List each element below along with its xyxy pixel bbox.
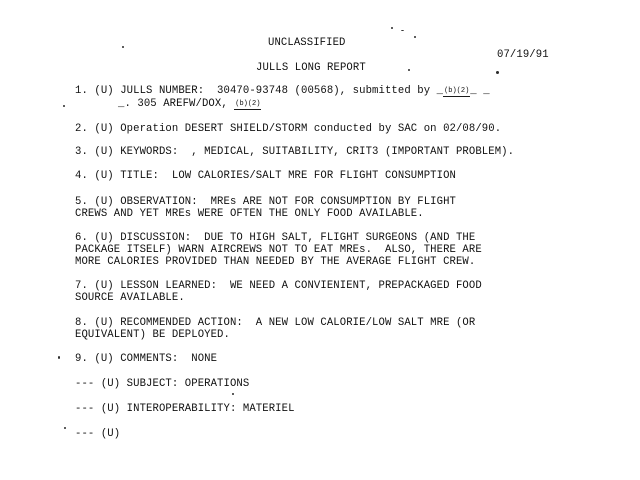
item-5-observation-line-2: CREWS AND YET MREs WERE OFTEN THE ONLY FOOD AVAILABLE. xyxy=(75,208,424,220)
item-1-cont-prefix: _. xyxy=(118,98,131,110)
item-1-trailing: _ _ xyxy=(470,85,490,97)
item-2-operation: 2. (U) Operation DESERT SHIELD/STORM conducted by SAC on 02/08/90. xyxy=(75,123,502,135)
scan-speck xyxy=(232,393,234,395)
scan-speck xyxy=(414,36,416,38)
item-8-action-line-2: EQUIVALENT) BE DEPLOYED. xyxy=(75,329,230,341)
scan-speck xyxy=(496,71,499,74)
item-5-observation-line-1: 5. (U) OBSERVATION: MREs ARE NOT FOR CONSUMPTION BY FLIGHT xyxy=(75,196,456,208)
scan-speck xyxy=(58,356,60,359)
item-1-text: 1. (U) JULLS NUMBER: 30470-93748 (00568), submitted by _ xyxy=(75,85,444,97)
item-1-julls-number xyxy=(75,85,490,97)
item-1-continuation xyxy=(118,98,261,110)
item-8-action-line-1: 8. (U) RECOMMENDED ACTION: A NEW LOW CALORIE/LOW SALT MRE (OR xyxy=(75,317,476,329)
item-9-comments: 9. (U) COMMENTS: NONE xyxy=(75,353,218,365)
item-6-discussion-line-1: 6. (U) DISCUSSION: DUE TO HIGH SALT, FLIGHT SURGEONS (AND THE xyxy=(75,232,476,244)
scan-speck xyxy=(401,30,404,31)
classification-marking: UNCLASSIFIED xyxy=(268,37,346,49)
scan-speck xyxy=(63,105,65,107)
scan-speck xyxy=(408,69,410,71)
item-6-discussion-line-2: PACKAGE ITSELF) WARN AIRCREWS NOT TO EAT MREs. ALSO, THERE ARE xyxy=(75,244,482,256)
scan-speck xyxy=(122,46,124,48)
redaction-marker: (b)(2) xyxy=(444,87,470,95)
item-3-keywords: 3. (U) KEYWORDS: , MEDICAL, SUITABILITY, CRIT3 (IMPORTANT PROBLEM). xyxy=(75,146,515,158)
item-7-lesson-line-1: 7. (U) LESSON LEARNED: WE NEED A CONVIENIENT, PREPACKAGED FOOD xyxy=(75,280,482,292)
item-1-unit: 305 AREFW/DOX, xyxy=(130,98,235,110)
scan-speck xyxy=(64,427,66,429)
blank-entry-line: --- (U) xyxy=(75,428,121,440)
redaction-marker-2: (b)(2) xyxy=(235,100,261,108)
report-title: JULLS LONG REPORT xyxy=(256,62,366,74)
interoperability-line: --- (U) INTEROPERABILITY: MATERIEL xyxy=(75,403,295,415)
subject-line: --- (U) SUBJECT: OPERATIONS xyxy=(75,378,250,390)
item-7-lesson-line-2: SOURCE AVAILABLE. xyxy=(75,292,185,304)
scan-speck xyxy=(391,27,393,29)
report-date: 07/19/91 xyxy=(497,49,549,61)
item-4-title: 4. (U) TITLE: LOW CALORIES/SALT MRE FOR FLIGHT CONSUMPTION xyxy=(75,170,456,182)
item-6-discussion-line-3: MORE CALORIES PROVIDED THAN NEEDED BY THE AVERAGE FLIGHT CREW. xyxy=(75,256,476,268)
